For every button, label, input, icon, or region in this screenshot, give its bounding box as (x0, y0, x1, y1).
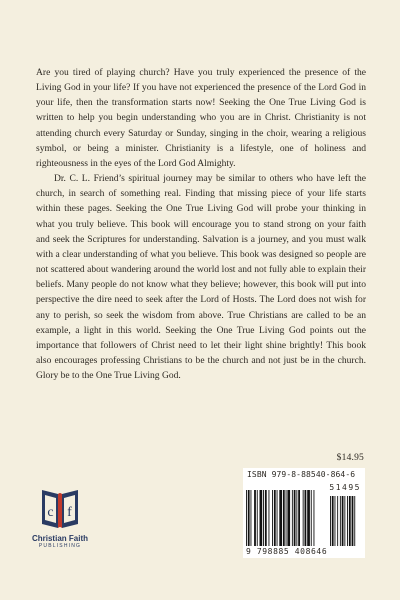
isbn-number: ISBN 979-8-88540-864-6 (247, 470, 356, 479)
barcode-bar (251, 490, 252, 546)
isbn-barcode-block (243, 468, 365, 558)
publisher-book-icon (36, 482, 84, 532)
barcode-bar (311, 490, 312, 546)
publisher-logo (20, 482, 100, 562)
back-cover-blurb (36, 65, 366, 383)
barcode-bar (265, 490, 267, 546)
publisher-subtitle: PUBLISHING (38, 543, 82, 549)
barcode-addon-bar (332, 496, 334, 546)
blurb-paragraph-1: Are you tired of playing church? Have you truly experienced the presence of the Living God in your life? If you have not experienced the presence of the Lord God in your life, then the transformation starts now! Seeking the One True Living God is written to help you begin understanding who you are in Christ. Christianity is not attending church every Saturday or Sunday, singing in the choir, wearing a religious symbol, or being a minister. Christianity is a lifestyle, one of holiness and righteousness in the eyes of the Lord God Almighty. (36, 67, 366, 169)
barcode-bar (296, 490, 297, 546)
barcode-bar (307, 490, 310, 546)
barcode-addon-bar (352, 496, 354, 546)
barcode-addon-bar (349, 496, 351, 546)
barcode-bar (257, 490, 258, 546)
barcode-bar (303, 490, 304, 546)
barcode-bar (246, 490, 247, 546)
barcode-addon-bar (342, 496, 344, 546)
svg-text:c: c (47, 505, 54, 520)
barcode-bars (246, 490, 362, 546)
barcode-bar (269, 490, 270, 546)
barcode-bar (274, 490, 276, 546)
blurb-paragraph-2: Dr. C. L. Friend’s spiritual journey may be similar to others who have left the church, in search of something real. Finding that missing piece of your life starts within these pages. Seeking the One True Living God will probe your thinking in what you truly believe. This book will encourage you to stand strong on your faith and seek the Scriptures for understanding. Salvation is a journey, and you must walk with a clear understanding of what you believe. This book was designed so people are not scattered about wandering around the world lost and not fully able to explain their beliefs. Many people do not know what they believe; however, this book will put into perspective the dire need to seek after the Lord of Hosts. The Lord does not wish for any to perish, so seek the wisdom from above. True Christians are called to be an example, a light in this world. Seeking the One True Living God points out the importance that followers of Christ need to let their light shine brightly! This book also encourages professing Christians to be the church and not just be in the church. Glory be to the One True Living God. (36, 173, 366, 382)
barcode-addon-bar (337, 496, 338, 546)
barcode-bar (287, 490, 290, 546)
barcode-bar (248, 490, 250, 546)
barcode-bar (260, 490, 263, 546)
barcode-addon-bar (344, 496, 345, 546)
barcode-addon-bar (347, 496, 348, 546)
price-label: $14.95 (336, 453, 364, 463)
barcode-bar (279, 490, 282, 546)
barcode-addon-bar (354, 496, 355, 546)
publisher-name: Christian Faith (31, 534, 88, 543)
barcode-digits: 9 798885 408646 (246, 547, 328, 556)
barcode-bar (292, 490, 293, 546)
barcode-addon-bar (335, 496, 336, 546)
barcode-addon-number: 51495 (329, 483, 361, 492)
barcode-bar (272, 490, 273, 546)
barcode-bar (286, 490, 287, 546)
barcode-bar (254, 490, 256, 546)
barcode-bar (277, 490, 278, 546)
barcode-bar (263, 490, 264, 546)
barcode-bar (314, 490, 315, 546)
barcode-bar (294, 490, 296, 546)
barcode-bar (298, 490, 300, 546)
svg-text:f: f (67, 505, 72, 520)
barcode-bar (283, 490, 285, 546)
barcode-addon-bar (340, 496, 341, 546)
barcode-addon-bar (330, 496, 331, 546)
barcode-bar (305, 490, 307, 546)
